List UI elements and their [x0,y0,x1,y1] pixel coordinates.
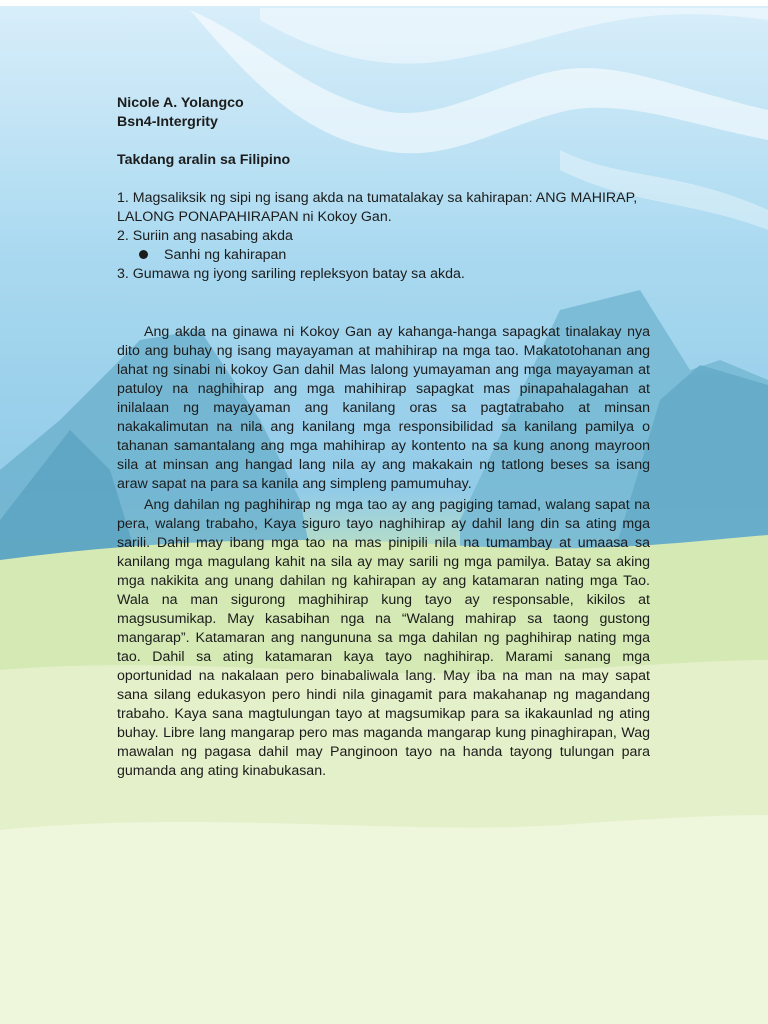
document-title: Takdang aralin sa Filipino [117,152,291,168]
reflection-paragraph-1: Ang akda na ginawa ni Kokoy Gan ay kahanga-hanga sapagkat tinalakay nya dito ang buhay ng isang mayayaman at mahihirap na mga tao. Makatotohanan ang lahat ng sinabi ni kokoy Gan dahil Mas lalong yumayaman ang mga mayayaman at patuloy na naghihirap ang mga mahihirap sapagkat mas pinapahalagahan at inilalaan ng mayayaman ang kanilang oras sa pagtatrabaho at minsan nakakalimutan na nila ang kanilang mga responsibilidad sa kanilang pamilya o tahanan samantalang ang mga mahihirap ay kontento na sa kung anong mayroon sila at minsan ang hangad lang nila ay ang makakain ng tatlong beses sa isang araw sapat na para sa kanila ang simpleng pamumuhay. [117,324,650,492]
page-top-edge [0,0,768,6]
instruction-bullet-text: Sanhi ng kahirapan [164,247,287,263]
cloud-band [260,8,768,64]
spacer [117,132,650,151]
spacer [117,284,650,323]
reflection-paragraph-2: Ang dahilan ng paghihirap ng mga tao ay ang pagiging tamad, walang sapat na pera, walang trabaho, Kaya siguro tayo naghihirap ay dahil lang din sa ating mga sarili. Dahil may ibang mga tao na mas pinipili nila na tumambay at umaasa sa kanilang mga magulang kahit na sila ay may sarili ng mga pamilya. Batay sa aking mga nakikita ang unang dahilan ng kahirapan ay ang katamaran nating mga Tao. Wala na man sigurong maghihirap kung tayo ay responsable, kikilos at magsusumikap. May kasabihan nga na “Walang mahirap sa taong gustong mangarap”. Katamaran ang nangununa sa mga dahilan ng paghihirap nating mga tao. Dahil sa ating katamaran kaya tayo naghihirap. Marami sanang mga oportunidad na nakalaan pero binabaliwala lang. May iba na man na may sapat sana silang edukasyon pero hindi nila ginagamit para makahanap ng magandang trabaho. Kaya sana magtulungan tayo at magsumikap para sa ikakaunlad ng ating buhay. Libre lang mangarap pero mas maganda mangarap kung pinaghirapan, Wag mawalan ng pagasa dahil may Panginoon tayo na handa tayong tulungan para gumanda ang ating kinabukasan. [117,497,650,779]
document-body [117,94,650,781]
instruction-bullet [117,246,650,265]
author-name: Nicole A. Yolangco [117,95,244,111]
instruction-item-1: 1. Magsaliksik ng sipi ng isang akda na tumatalakay sa kahirapan: ANG MAHIRAP, LALONG PONAPAHIRAPAN ni Kokoy Gan. [117,190,638,225]
field-front [0,815,768,1024]
instruction-item-3: 3. Gumawa ng iyong sariling repleksyon batay sa akda. [117,266,465,282]
author-section: Bsn4-Intergrity [117,114,218,130]
instruction-item-2: 2. Suriin ang nasabing akda [117,228,293,244]
spacer [117,170,650,189]
bullet-icon [139,250,148,259]
